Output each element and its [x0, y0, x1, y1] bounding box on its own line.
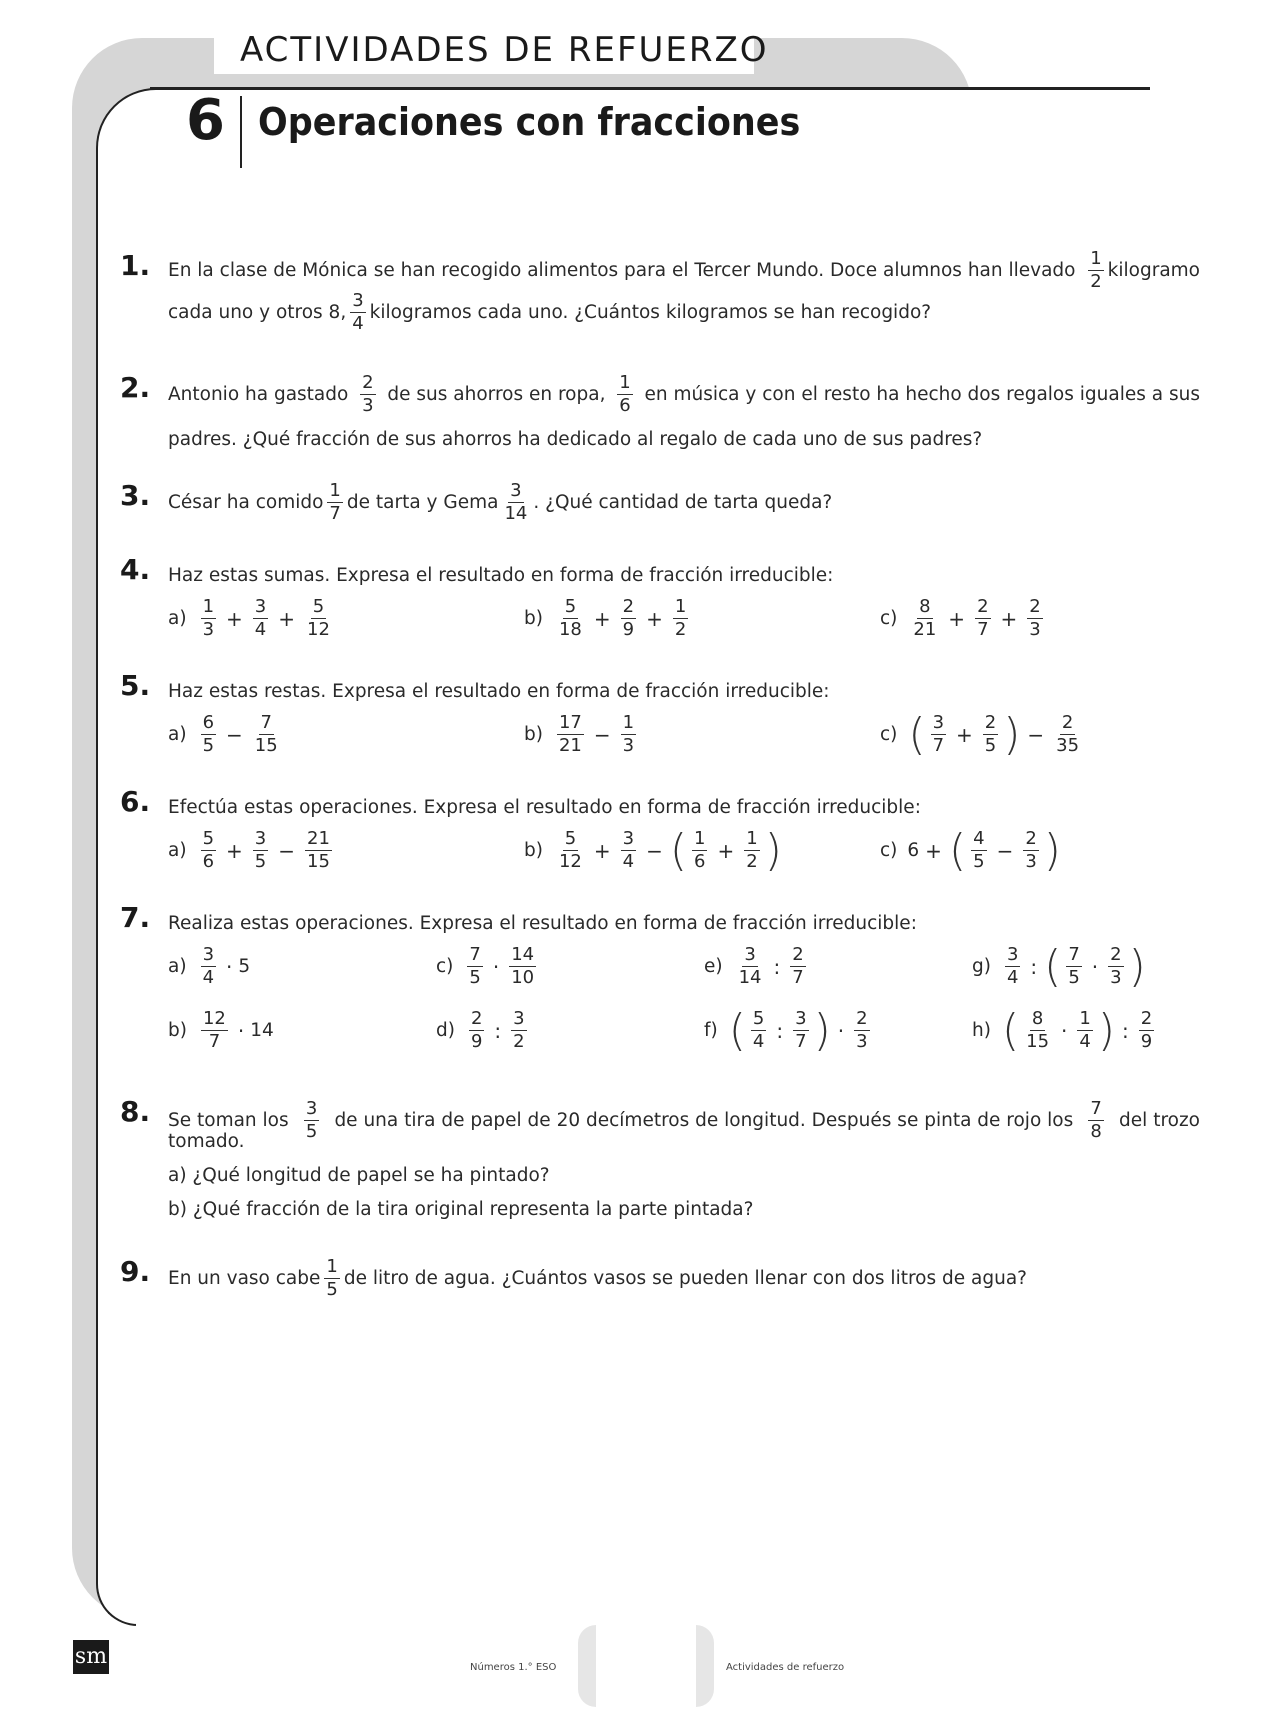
exercise-number: 1. [120, 249, 151, 282]
unit-number: 6 [186, 88, 225, 153]
exercise-text: Haz estas sumas. Expresa el resultado en forma de fracción irreducible: [168, 565, 834, 586]
fraction: $\frac{3}{5}$ [305, 1098, 318, 1142]
exercise-text: En un vaso cabe [168, 1267, 321, 1289]
section-banner-title: ACTIVIDADES DE REFUERZO [240, 30, 769, 70]
operation-f: f) ( $\frac{5}{4}$ : $\frac{3}{7}$ ) · $\frac{2}{3}$ [704, 1004, 868, 1056]
exercise-text: en música y con el resto ha hecho dos regalos iguales a sus [644, 383, 1200, 405]
exercise-number: 6. [120, 785, 151, 818]
header-rule [150, 87, 1150, 89]
exercise-text: padres. ¿Qué fracción de sus ahorros ha dedicado al regalo de cada uno de sus padres? [168, 429, 983, 450]
exercise-text: . ¿Qué cantidad de tarta queda? [533, 491, 833, 513]
operation-a: a) $\frac{5}{6}$ + $\frac{3}{5}$ − $\frac{21}{15}$ [168, 828, 330, 872]
operation-g: g) $\frac{3}{4}$ : ( $\frac{7}{5}$ · $\frac{2}{3}$ ) [972, 940, 1146, 992]
exercise-number: 3. [120, 479, 151, 512]
fraction: $\frac{2}{3}$ [362, 372, 374, 416]
subtraction-a: a) $\frac{6}{5}$ − $\frac{7}{15}$ [168, 712, 278, 756]
unit-title: Operaciones con fracciones [258, 100, 801, 144]
fraction: $\frac{3}{4}$ [352, 290, 364, 334]
exercise-number: 9. [120, 1255, 151, 1288]
sum-b: b) $\frac{5}{18}$ + $\frac{2}{9}$ + $\frac{1}{2}$ [524, 596, 687, 640]
operation-a: a) $\frac{3}{4}$ · 5 [168, 944, 251, 988]
fraction: $\frac{1}{5}$ [326, 1256, 338, 1300]
exercise-text: Se toman los [168, 1109, 289, 1131]
operation-d: d) $\frac{2}{9}$ : $\frac{3}{2}$ [436, 1008, 525, 1052]
exercise-text: tomado. [168, 1131, 245, 1152]
footer-tab-left [578, 1625, 596, 1707]
question-a: a) ¿Qué longitud de papel se ha pintado? [168, 1165, 550, 1186]
exercise-text: kilogramo [1107, 259, 1200, 281]
exercise-text: En la clase de Mónica se han recogido alimentos para el Tercer Mundo. Doce alumnos han llevado [168, 259, 1076, 281]
unit-divider [240, 96, 242, 168]
exercise-text: del trozo [1119, 1109, 1200, 1131]
exercise-text: de sus ahorros en ropa, [387, 383, 606, 405]
footer-book-title: Números 1.° ESO [470, 1662, 557, 1673]
operation-c: c) 6 + ( $\frac{4}{5}$ − $\frac{2}{3}$ ) [880, 824, 1061, 876]
exercise-number: 8. [120, 1095, 151, 1128]
subtraction-c: c) ( $\frac{3}{7}$ + $\frac{2}{5}$ ) − $\frac{2}{35}$ [880, 708, 1080, 760]
sum-a: a) $\frac{1}{3}$ + $\frac{3}{4}$ + $\frac{5}{12}$ [168, 596, 330, 640]
exercise-text: cada uno y otros 8, [168, 301, 347, 323]
operation-e: e) $\frac{3}{14}$ : $\frac{2}{7}$ [704, 944, 804, 988]
exercise-number: 5. [120, 669, 151, 702]
question-b: b) ¿Qué fracción de la tira original representa la parte pintada? [168, 1199, 754, 1220]
fraction: $\frac{7}{8}$ [1090, 1098, 1102, 1142]
exercise-text: Haz estas restas. Expresa el resultado en forma de fracción irreducible: [168, 681, 830, 702]
operation-b: b) $\frac{12}{7}$ · 14 [168, 1008, 274, 1052]
exercise-text: kilogramos cada uno. ¿Cuántos kilogramos se han recogido? [369, 301, 932, 323]
sum-c: c) $\frac{8}{21}$ + $\frac{2}{7}$ + $\frac{2}{3}$ [880, 596, 1041, 640]
footer-tab-right [696, 1625, 714, 1707]
exercise-text: Antonio ha gastado [168, 383, 349, 405]
fraction: $\frac{1}{2}$ [1090, 248, 1102, 292]
exercise-text: César ha comido [168, 491, 324, 513]
footer-section-title: Actividades de refuerzo [726, 1662, 845, 1673]
exercise-text: de tarta y Gema [346, 491, 499, 513]
subtraction-b: b) $\frac{17}{21}$ − $\frac{1}{3}$ [524, 712, 635, 756]
fraction: $\frac{1}{6}$ [619, 372, 631, 416]
exercise-text: de una tira de papel de 20 decímetros de longitud. Después se pinta de rojo los [334, 1109, 1074, 1131]
operation-h: h) ( $\frac{8}{15}$ · $\frac{1}{4}$ ) : $\frac{2}{9}$ [972, 1004, 1153, 1056]
operation-c: c) $\frac{7}{5}$ · $\frac{14}{10}$ [436, 944, 535, 988]
exercise-number: 2. [120, 371, 151, 404]
fraction: $\frac{3}{14}$ [504, 480, 528, 524]
exercise-text: de litro de agua. ¿Cuántos vasos se pueden llenar con dos litros de agua? [343, 1267, 1027, 1289]
exercise-number: 4. [120, 553, 151, 586]
operation-b: b) $\frac{5}{12}$ + $\frac{3}{4}$ − ( $\frac{1}{6}$ + $\frac{1}{2}$ ) [524, 824, 782, 876]
exercise-text: Realiza estas operaciones. Expresa el resultado en forma de fracción irreducible: [168, 913, 917, 934]
fraction: $\frac{1}{7}$ [329, 480, 341, 524]
exercise-text: Efectúa estas operaciones. Expresa el resultado en forma de fracción irreducible: [168, 797, 921, 818]
publisher-logo: sm [73, 1640, 109, 1674]
exercise-number: 7. [120, 901, 151, 934]
